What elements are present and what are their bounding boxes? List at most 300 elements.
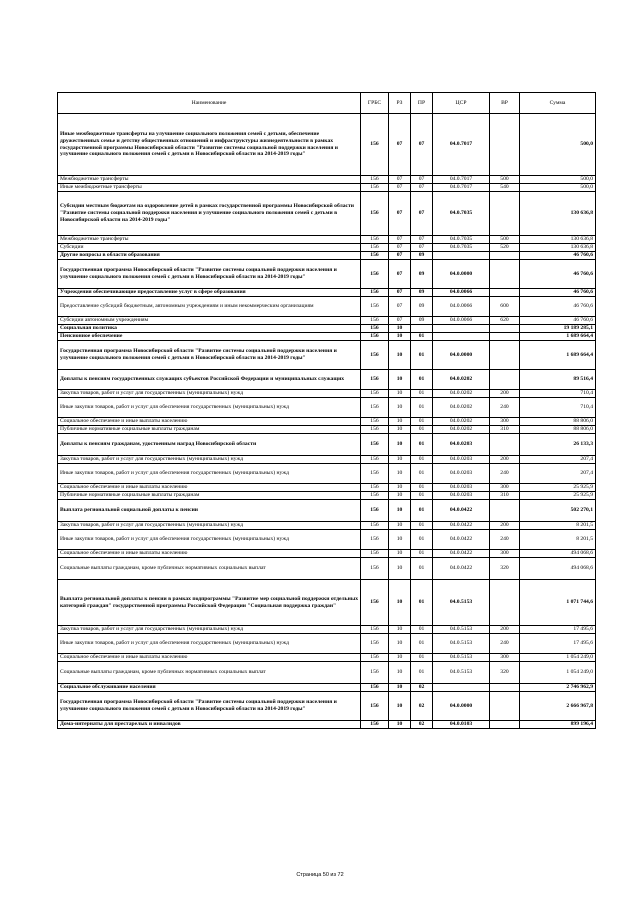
- row-sum-cell: 710,4: [520, 390, 596, 398]
- row-csr-cell: 04.0.0422: [433, 558, 490, 580]
- row-grbs-cell: 156: [361, 418, 389, 426]
- row-csr-cell: 04.0.5153: [433, 662, 490, 684]
- row-vr-cell: 300: [490, 484, 520, 492]
- row-rz-cell: 10: [389, 558, 411, 580]
- row-name-cell: Государственная программа Новосибирской области "Развитие системы социальной поддержки населения и улучшение социального положения семей с детьми в Новосибирской области на 2014-2019 годы": [58, 341, 361, 370]
- row-grbs-cell: 156: [361, 333, 389, 341]
- row-rz-cell: 07: [389, 244, 411, 252]
- row-csr-cell: 04.0.0203: [433, 464, 490, 484]
- row-pr-cell: 01: [411, 341, 433, 370]
- row-rz-cell: 10: [389, 692, 411, 721]
- row-pr-cell: 01: [411, 530, 433, 550]
- row-grbs-cell: 156: [361, 341, 389, 370]
- row-grbs-cell: 156: [361, 464, 389, 484]
- row-rz-cell: 10: [389, 398, 411, 418]
- row-pr-cell: 07: [411, 192, 433, 236]
- row-rz-cell: 10: [389, 464, 411, 484]
- row-csr-cell: 04.0.0203: [433, 434, 490, 456]
- header-csr: ЦСР: [433, 93, 490, 114]
- row-sum-cell: 207,4: [520, 464, 596, 484]
- row-csr-cell: 04.0.0203: [433, 456, 490, 464]
- row-csr-cell: [433, 325, 490, 333]
- row-vr-cell: 620: [490, 317, 520, 325]
- row-grbs-cell: 156: [361, 192, 389, 236]
- row-csr-cell: 04.0.0066: [433, 317, 490, 325]
- row-csr-cell: 04.0.0422: [433, 500, 490, 522]
- row-csr-cell: 04.0.5153: [433, 580, 490, 626]
- row-rz-cell: 10: [389, 492, 411, 500]
- row-name-cell: Закупка товаров, работ и услуг для государственных (муниципальных) нужд: [58, 456, 361, 464]
- table-row: [58, 317, 596, 325]
- row-vr-cell: [490, 370, 520, 390]
- row-sum-cell: 88 806,0: [520, 426, 596, 434]
- row-sum-cell: 1 054 249,0: [520, 662, 596, 684]
- row-vr-cell: 520: [490, 244, 520, 252]
- row-name-cell: Социальное обеспечение и иные выплаты населению: [58, 550, 361, 558]
- row-pr-cell: 09: [411, 260, 433, 289]
- row-sum-cell: 710,4: [520, 398, 596, 418]
- row-pr-cell: 01: [411, 333, 433, 341]
- row-sum-cell: 1 689 664,4: [520, 333, 596, 341]
- row-name-cell: Субсидии местным бюджетам на оздоровление детей в рамках государственной программы Новосибирской области "Развитие системы социальной поддержки населения и улучшение социального положения семей с детьми в Новосибирской области на 2014-2019 годы": [58, 192, 361, 236]
- row-pr-cell: 02: [411, 692, 433, 721]
- row-sum-cell: 2 666 967,8: [520, 692, 596, 721]
- row-name-cell: Социальные выплаты гражданам, кроме публичных нормативных социальных выплат: [58, 662, 361, 684]
- row-sum-cell: 19 189 285,1: [520, 325, 596, 333]
- row-vr-cell: 310: [490, 492, 520, 500]
- row-rz-cell: 10: [389, 530, 411, 550]
- row-sum-cell: 500,0: [520, 184, 596, 192]
- header-grbs: ГРБС: [361, 93, 389, 114]
- row-name-cell: Иные межбюджетные трансферты: [58, 184, 361, 192]
- row-rz-cell: 10: [389, 456, 411, 464]
- table-row: [58, 426, 596, 434]
- table-row: [58, 580, 596, 626]
- row-sum-cell: 25 925,9: [520, 484, 596, 492]
- table-row: [58, 684, 596, 692]
- row-name-cell: Государственная программа Новосибирской области "Развитие системы социальной поддержки населения и улучшение социального положения семей с детьми в Новосибирской области на 2014-2019 годы": [58, 692, 361, 721]
- row-grbs-cell: 156: [361, 522, 389, 530]
- row-vr-cell: 240: [490, 398, 520, 418]
- row-name-cell: Закупка товаров, работ и услуг для государственных (муниципальных) нужд: [58, 390, 361, 398]
- row-grbs-cell: 156: [361, 297, 389, 317]
- row-grbs-cell: 156: [361, 434, 389, 456]
- row-rz-cell: 10: [389, 654, 411, 662]
- row-pr-cell: 01: [411, 558, 433, 580]
- row-name-cell: Иные закупки товаров, работ и услуг для обеспечения государственных (муниципальных) нужд: [58, 464, 361, 484]
- row-grbs-cell: 156: [361, 558, 389, 580]
- row-vr-cell: 200: [490, 626, 520, 634]
- row-pr-cell: 01: [411, 418, 433, 426]
- row-name-cell: Социальное обеспечение и иные выплаты населению: [58, 654, 361, 662]
- row-rz-cell: 10: [389, 580, 411, 626]
- row-grbs-cell: 156: [361, 662, 389, 684]
- row-vr-cell: 600: [490, 297, 520, 317]
- row-vr-cell: 240: [490, 464, 520, 484]
- row-sum-cell: 207,4: [520, 456, 596, 464]
- row-csr-cell: 04.0.0202: [433, 370, 490, 390]
- header-sum: Сумма: [520, 93, 596, 114]
- row-rz-cell: 10: [389, 426, 411, 434]
- row-vr-cell: [490, 341, 520, 370]
- row-vr-cell: [490, 434, 520, 456]
- row-sum-cell: 500,0: [520, 114, 596, 176]
- row-name-cell: Доплаты к пенсиям государственных служащих субъектов Российской Федерации и муниципальных служащих: [58, 370, 361, 390]
- row-name-cell: Предоставление субсидий бюджетным, автономным учреждениям и иным некоммерческим организациям: [58, 297, 361, 317]
- budget-table: [57, 92, 596, 729]
- row-rz-cell: 10: [389, 522, 411, 530]
- table-row: [58, 260, 596, 289]
- row-vr-cell: [490, 684, 520, 692]
- row-vr-cell: [490, 114, 520, 176]
- row-sum-cell: 46 760,6: [520, 317, 596, 325]
- row-csr-cell: [433, 252, 490, 260]
- table-row: [58, 398, 596, 418]
- row-pr-cell: [411, 325, 433, 333]
- row-rz-cell: 10: [389, 684, 411, 692]
- row-pr-cell: 01: [411, 484, 433, 492]
- row-vr-cell: [490, 252, 520, 260]
- row-vr-cell: [490, 721, 520, 729]
- row-csr-cell: 04.0.0203: [433, 492, 490, 500]
- row-sum-cell: 17 495,6: [520, 626, 596, 634]
- row-grbs-cell: 156: [361, 426, 389, 434]
- row-name-cell: Закупка товаров, работ и услуг для государственных (муниципальных) нужд: [58, 522, 361, 530]
- row-csr-cell: 04.0.0000: [433, 341, 490, 370]
- row-vr-cell: 200: [490, 456, 520, 464]
- row-grbs-cell: 156: [361, 484, 389, 492]
- table-row: [58, 184, 596, 192]
- row-name-cell: Учреждения обеспечивающие предоставление услуг в сфере образования: [58, 289, 361, 297]
- table-row: [58, 522, 596, 530]
- row-csr-cell: 04.0.0422: [433, 530, 490, 550]
- table-row: [58, 634, 596, 654]
- row-name-cell: Другие вопросы в области образования: [58, 252, 361, 260]
- row-vr-cell: 310: [490, 426, 520, 434]
- row-rz-cell: 10: [389, 721, 411, 729]
- row-rz-cell: 10: [389, 484, 411, 492]
- row-pr-cell: 01: [411, 370, 433, 390]
- row-grbs-cell: 156: [361, 176, 389, 184]
- row-csr-cell: 04.0.0202: [433, 390, 490, 398]
- table-row: [58, 176, 596, 184]
- row-vr-cell: 500: [490, 236, 520, 244]
- row-vr-cell: 240: [490, 634, 520, 654]
- row-grbs-cell: 156: [361, 317, 389, 325]
- row-pr-cell: 07: [411, 244, 433, 252]
- row-sum-cell: 46 760,6: [520, 289, 596, 297]
- row-vr-cell: 320: [490, 662, 520, 684]
- row-sum-cell: 1 054 249,0: [520, 654, 596, 662]
- row-rz-cell: 07: [389, 260, 411, 289]
- row-vr-cell: 240: [490, 530, 520, 550]
- row-csr-cell: 04.0.0202: [433, 426, 490, 434]
- table-row: [58, 289, 596, 297]
- table-row: [58, 558, 596, 580]
- row-grbs-cell: 156: [361, 456, 389, 464]
- row-csr-cell: [433, 684, 490, 692]
- row-rz-cell: 10: [389, 333, 411, 341]
- row-vr-cell: 500: [490, 176, 520, 184]
- row-rz-cell: 10: [389, 418, 411, 426]
- row-vr-cell: [490, 692, 520, 721]
- row-sum-cell: 500,0: [520, 176, 596, 184]
- row-vr-cell: 300: [490, 418, 520, 426]
- row-name-cell: Социальная политика: [58, 325, 361, 333]
- row-sum-cell: 89 516,4: [520, 370, 596, 390]
- row-csr-cell: 04.0.0000: [433, 692, 490, 721]
- row-vr-cell: [490, 192, 520, 236]
- table-row: [58, 456, 596, 464]
- table-row: [58, 341, 596, 370]
- header-rz: РЗ: [389, 93, 411, 114]
- row-pr-cell: 01: [411, 398, 433, 418]
- row-sum-cell: 8 201,5: [520, 522, 596, 530]
- row-rz-cell: 10: [389, 662, 411, 684]
- table-row: [58, 252, 596, 260]
- row-pr-cell: 01: [411, 654, 433, 662]
- row-vr-cell: [490, 333, 520, 341]
- row-csr-cell: 04.0.5153: [433, 634, 490, 654]
- row-sum-cell: 1 689 664,4: [520, 341, 596, 370]
- row-csr-cell: 04.0.7035: [433, 244, 490, 252]
- row-csr-cell: 04.0.0422: [433, 550, 490, 558]
- row-pr-cell: 01: [411, 634, 433, 654]
- row-csr-cell: 04.0.0000: [433, 260, 490, 289]
- table-header-row: [58, 93, 596, 114]
- row-rz-cell: 07: [389, 236, 411, 244]
- row-grbs-cell: 156: [361, 370, 389, 390]
- row-name-cell: Выплата региональной доплаты к пенсии в рамках подпрограммы "Развитие мер социальной поддержки отдельных категорий граждан" государственной программы Российской Федерации "Социальная поддержка граждан": [58, 580, 361, 626]
- row-name-cell: Пенсионное обеспечение: [58, 333, 361, 341]
- table-row: [58, 692, 596, 721]
- row-name-cell: Иные закупки товаров, работ и услуг для обеспечения государственных (муниципальных) нужд: [58, 634, 361, 654]
- row-grbs-cell: 156: [361, 626, 389, 634]
- row-name-cell: Социальное обеспечение и иные выплаты населению: [58, 418, 361, 426]
- row-sum-cell: 8 201,5: [520, 530, 596, 550]
- row-grbs-cell: 156: [361, 654, 389, 662]
- row-grbs-cell: 156: [361, 252, 389, 260]
- row-sum-cell: 25 925,9: [520, 492, 596, 500]
- row-csr-cell: 04.0.7035: [433, 236, 490, 244]
- row-pr-cell: 01: [411, 464, 433, 484]
- header-pr: ПР: [411, 93, 433, 114]
- table-row: [58, 297, 596, 317]
- row-rz-cell: 07: [389, 114, 411, 176]
- row-name-cell: Государственная программа Новосибирской области "Развитие системы социальной поддержки населения и улучшение социального положения семей с детьми в Новосибирской области на 2014-2019 годы": [58, 260, 361, 289]
- row-grbs-cell: 156: [361, 580, 389, 626]
- row-grbs-cell: 156: [361, 692, 389, 721]
- row-grbs-cell: 156: [361, 634, 389, 654]
- row-grbs-cell: 156: [361, 721, 389, 729]
- row-csr-cell: 04.0.0202: [433, 418, 490, 426]
- row-csr-cell: 04.0.0103: [433, 721, 490, 729]
- row-pr-cell: 01: [411, 522, 433, 530]
- row-pr-cell: 01: [411, 550, 433, 558]
- row-pr-cell: 01: [411, 626, 433, 634]
- row-grbs-cell: 156: [361, 500, 389, 522]
- row-grbs-cell: 156: [361, 114, 389, 176]
- table-row: [58, 500, 596, 522]
- header-vr: ВР: [490, 93, 520, 114]
- row-name-cell: Социальное обеспечение и иные выплаты населению: [58, 484, 361, 492]
- row-csr-cell: 04.0.5153: [433, 654, 490, 662]
- row-rz-cell: 07: [389, 289, 411, 297]
- row-sum-cell: 46 760,6: [520, 252, 596, 260]
- row-grbs-cell: 156: [361, 236, 389, 244]
- row-pr-cell: 07: [411, 114, 433, 176]
- row-csr-cell: 04.0.0202: [433, 398, 490, 418]
- row-grbs-cell: 156: [361, 492, 389, 500]
- row-rz-cell: 10: [389, 634, 411, 654]
- row-vr-cell: 320: [490, 558, 520, 580]
- row-pr-cell: 01: [411, 434, 433, 456]
- row-name-cell: Дома-интернаты для престарелых и инвалидов: [58, 721, 361, 729]
- row-vr-cell: [490, 580, 520, 626]
- row-rz-cell: 10: [389, 390, 411, 398]
- table-row: [58, 626, 596, 634]
- row-grbs-cell: 156: [361, 530, 389, 550]
- row-rz-cell: 07: [389, 184, 411, 192]
- row-name-cell: Публичные нормативные социальные выплаты гражданам: [58, 492, 361, 500]
- row-grbs-cell: 156: [361, 260, 389, 289]
- table-row: [58, 333, 596, 341]
- row-sum-cell: 494 068,6: [520, 558, 596, 580]
- header-name: Наименование: [58, 93, 361, 114]
- row-rz-cell: 07: [389, 297, 411, 317]
- table-row: [58, 662, 596, 684]
- row-name-cell: Иные закупки товаров, работ и услуг для обеспечения государственных (муниципальных) нужд: [58, 398, 361, 418]
- row-csr-cell: 04.0.0066: [433, 289, 490, 297]
- row-rz-cell: 07: [389, 176, 411, 184]
- row-pr-cell: 01: [411, 580, 433, 626]
- table-row: [58, 550, 596, 558]
- row-grbs-cell: 156: [361, 390, 389, 398]
- row-sum-cell: 1 071 744,6: [520, 580, 596, 626]
- row-pr-cell: 09: [411, 289, 433, 297]
- table-row: [58, 484, 596, 492]
- row-vr-cell: 300: [490, 550, 520, 558]
- table-row: [58, 325, 596, 333]
- row-sum-cell: 130 636,8: [520, 244, 596, 252]
- row-grbs-cell: 156: [361, 398, 389, 418]
- table-row: [58, 236, 596, 244]
- row-sum-cell: 17 495,6: [520, 634, 596, 654]
- row-csr-cell: 04.0.0203: [433, 484, 490, 492]
- row-grbs-cell: 156: [361, 684, 389, 692]
- row-name-cell: Социальные выплаты гражданам, кроме публичных нормативных социальных выплат: [58, 558, 361, 580]
- row-vr-cell: 540: [490, 184, 520, 192]
- table-row: [58, 418, 596, 426]
- row-name-cell: Доплаты к пенсиям гражданам, удостоенным наград Новосибирской области: [58, 434, 361, 456]
- row-pr-cell: 01: [411, 492, 433, 500]
- table-row: [58, 654, 596, 662]
- table-row: [58, 390, 596, 398]
- row-grbs-cell: 156: [361, 184, 389, 192]
- row-csr-cell: 04.0.7017: [433, 114, 490, 176]
- row-name-cell: Субсидии: [58, 244, 361, 252]
- row-rz-cell: 07: [389, 317, 411, 325]
- table-row: [58, 492, 596, 500]
- row-pr-cell: 09: [411, 252, 433, 260]
- row-sum-cell: 26 133,3: [520, 434, 596, 456]
- table-row: [58, 530, 596, 550]
- row-name-cell: Межбюджетные трансферты: [58, 176, 361, 184]
- table-row: [58, 370, 596, 390]
- row-pr-cell: 07: [411, 176, 433, 184]
- row-csr-cell: 04.0.5153: [433, 626, 490, 634]
- row-sum-cell: 502 270,1: [520, 500, 596, 522]
- row-sum-cell: 130 636,8: [520, 192, 596, 236]
- row-name-cell: Социальное обслуживание населения: [58, 684, 361, 692]
- page-number: Страница 50 из 72: [296, 872, 344, 878]
- table-body: [58, 114, 596, 729]
- row-pr-cell: 01: [411, 662, 433, 684]
- row-grbs-cell: 156: [361, 289, 389, 297]
- row-name-cell: Закупка товаров, работ и услуг для государственных (муниципальных) нужд: [58, 626, 361, 634]
- row-rz-cell: 10: [389, 626, 411, 634]
- row-sum-cell: 2 746 962,9: [520, 684, 596, 692]
- row-rz-cell: 10: [389, 500, 411, 522]
- row-grbs-cell: 156: [361, 244, 389, 252]
- row-sum-cell: 899 196,4: [520, 721, 596, 729]
- row-rz-cell: 10: [389, 341, 411, 370]
- row-vr-cell: [490, 500, 520, 522]
- row-name-cell: Субсидии автономным учреждениям: [58, 317, 361, 325]
- table-row: [58, 434, 596, 456]
- row-csr-cell: 04.0.0422: [433, 522, 490, 530]
- table-row: [58, 114, 596, 176]
- row-pr-cell: 01: [411, 426, 433, 434]
- row-csr-cell: 04.0.0066: [433, 297, 490, 317]
- row-vr-cell: 200: [490, 522, 520, 530]
- row-name-cell: Выплата региональной социальной доплаты к пенсии: [58, 500, 361, 522]
- row-grbs-cell: 156: [361, 550, 389, 558]
- row-grbs-cell: 156: [361, 325, 389, 333]
- row-rz-cell: 10: [389, 370, 411, 390]
- row-name-cell: Иные закупки товаров, работ и услуг для обеспечения государственных (муниципальных) нужд: [58, 530, 361, 550]
- row-rz-cell: 07: [389, 192, 411, 236]
- row-csr-cell: 04.0.7017: [433, 176, 490, 184]
- row-name-cell: Иные межбюджетные трансферты на улучшение социального положения семей с детьми, обеспечение дружественных семье и детству общественных отношений и инфраструктуры жизнедеятельности в рамках государственной программы Новосибирской области "Развитие системы социальной поддержки населения и улучшение социального положения семей с детьми в Новосибирской области на 2014-2019 годы": [58, 114, 361, 176]
- row-sum-cell: 88 806,0: [520, 418, 596, 426]
- row-pr-cell: 07: [411, 236, 433, 244]
- row-name-cell: Публичные нормативные социальные выплаты гражданам: [58, 426, 361, 434]
- row-pr-cell: 09: [411, 317, 433, 325]
- table-row: [58, 464, 596, 484]
- row-pr-cell: 09: [411, 297, 433, 317]
- row-vr-cell: 300: [490, 654, 520, 662]
- row-rz-cell: 07: [389, 252, 411, 260]
- row-pr-cell: 01: [411, 456, 433, 464]
- table-row: [58, 192, 596, 236]
- row-rz-cell: 10: [389, 550, 411, 558]
- row-pr-cell: 01: [411, 500, 433, 522]
- row-vr-cell: [490, 260, 520, 289]
- row-rz-cell: 10: [389, 434, 411, 456]
- row-vr-cell: [490, 325, 520, 333]
- row-vr-cell: [490, 289, 520, 297]
- row-csr-cell: 04.0.7035: [433, 192, 490, 236]
- row-csr-cell: 04.0.7017: [433, 184, 490, 192]
- row-sum-cell: 46 760,6: [520, 260, 596, 289]
- row-pr-cell: 01: [411, 390, 433, 398]
- row-sum-cell: 130 636,8: [520, 236, 596, 244]
- row-pr-cell: 07: [411, 184, 433, 192]
- row-sum-cell: 494 068,6: [520, 550, 596, 558]
- table-row: [58, 244, 596, 252]
- row-pr-cell: 02: [411, 684, 433, 692]
